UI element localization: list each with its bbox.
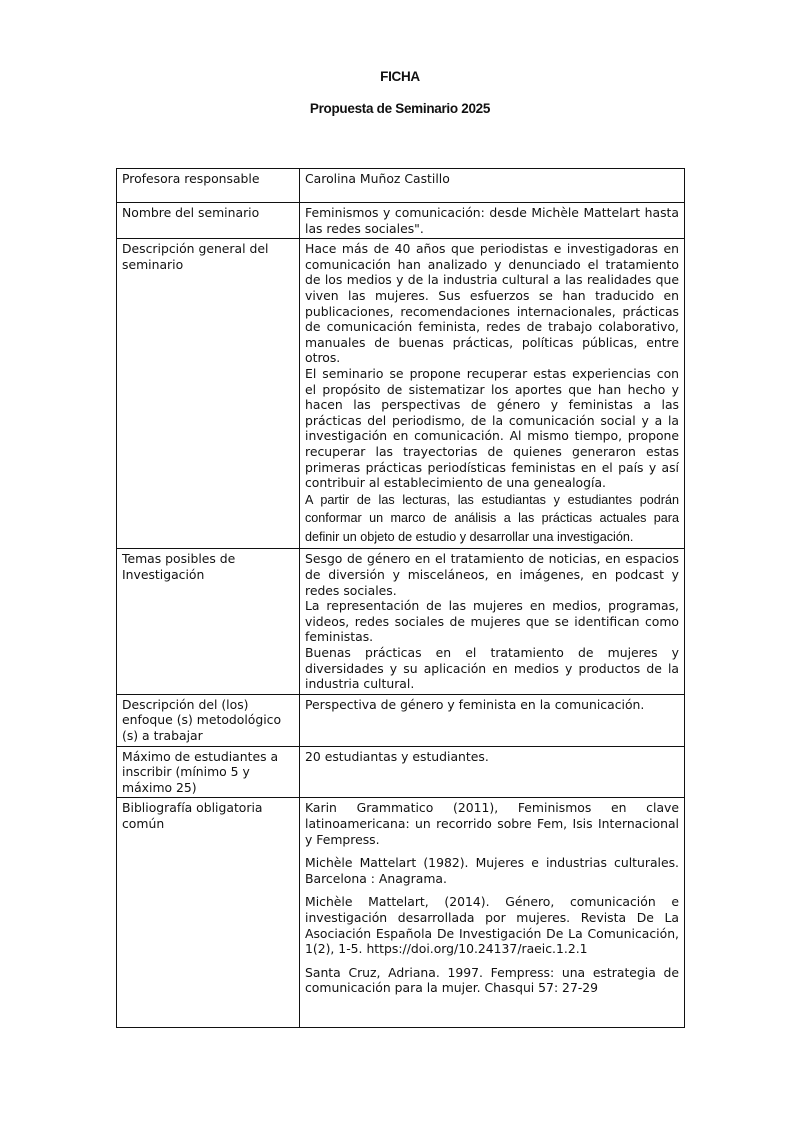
descripcion-paragraph: A partir de las lecturas, las estudiantas y estudiantes podrán conformar un marco de análisis a las prácticas actuales para definir un objeto de estudio y desarrollar una investigación.	[305, 492, 679, 544]
table-row	[117, 549, 685, 694]
value-descripcion	[300, 239, 685, 549]
value-maximo: 20 estudiantas y estudiantes.	[300, 746, 685, 798]
document-subtitle: Propuesta de Seminario 2025	[309, 101, 491, 116]
tema-paragraph: La representación de las mujeres en medios, programas, videos, redes sociales de mujeres que se identifican como feministas.	[305, 598, 679, 645]
label-descripcion: Descripción general del seminario	[117, 239, 300, 549]
label-profesora: Profesora responsable	[117, 169, 300, 203]
descripcion-paragraph: Hace más de 40 años que periodistas e investigadoras en comunicación han analizado y denunciado el tratamiento de los medios y de la industria cultural a las realidades que viven las mujeres. Sus esfuerzos se han traducido en publicaciones, recomendaciones internacionales, prácticas de comunicación feminista, redes de trabajo colaborativo, manuales de buenas prácticas, políticas públicas, entre otros.	[305, 241, 679, 366]
label-nombre: Nombre del seminario	[117, 203, 300, 239]
descripcion-paragraph: El seminario se propone recuperar estas experiencias con el propósito de sistematizar los aportes que han hecho y hacen las perspectivas de género y feministas a las prácticas del periodismo, de la comunicación social y a la investigación en comunicación. Al mismo tiempo, propone recuperar las trayectorias de quienes generaron estas primeras prácticas periodísticas feministas en el país y así contribuir al establecimiento de una genealogía.	[305, 365, 679, 491]
value-enfoque: Perspectiva de género y feminista en la comunicación.	[300, 694, 685, 746]
table-row	[117, 203, 685, 239]
table-row	[117, 169, 685, 203]
value-profesora: Carolina Muñoz Castillo	[300, 169, 685, 203]
value-nombre: Feminismos y comunicación: desde Michèle Mattelart hasta las redes sociales".	[300, 203, 685, 239]
label-temas: Temas posibles de Investigación	[117, 549, 300, 694]
table-row	[117, 694, 685, 746]
doi-link[interactable]: https://doi.org/10.24137/raeic.1.2.1	[366, 941, 588, 957]
bibliography-citation: Michèle Mattelart, (2014). Género, comunicación e investigación desarrollada por mujeres. Revista De La Asociación Española De Investigación De La Comunicación, 1(2), 1-5.	[305, 894, 679, 957]
bibliography-item: Karin Grammatico (2011), Feminismos en clave latinoamericana: un recorrido sobre Fem, Isis Internacional y Fempress.	[305, 800, 679, 847]
table-row	[117, 746, 685, 798]
tema-paragraph: Sesgo de género en el tratamiento de noticias, en espacios de diversión y misceláneos, en imágenes, en podcast y redes sociales.	[305, 551, 679, 598]
seminar-form-table	[116, 168, 685, 1028]
bibliography-item: Santa Cruz, Adriana. 1997. Fempress: una estrategia de comunicación para la mujer. Chasqui 57: 27-29	[305, 964, 679, 996]
label-enfoque: Descripción del (los) enfoque (s) metodológico (s) a trabajar	[117, 694, 300, 746]
table-row	[117, 798, 685, 1028]
value-bibliografia	[300, 798, 685, 1028]
bibliography-item: Michèle Mattelart (1982). Mujeres e industrias culturales. Barcelona : Anagrama.	[305, 855, 679, 886]
table-row	[117, 239, 685, 549]
label-bibliografia: Bibliografía obligatoria común	[117, 798, 300, 1028]
tema-paragraph: Buenas prácticas en el tratamiento de mujeres y diversidades y su aplicación en medios y productos de la industria cultural.	[305, 645, 679, 692]
label-maximo: Máximo de estudiantes a inscribir (mínimo 5 y máximo 25)	[117, 746, 300, 798]
value-temas	[300, 549, 685, 694]
document-title: FICHA	[380, 69, 420, 84]
bibliography-item	[305, 894, 679, 956]
